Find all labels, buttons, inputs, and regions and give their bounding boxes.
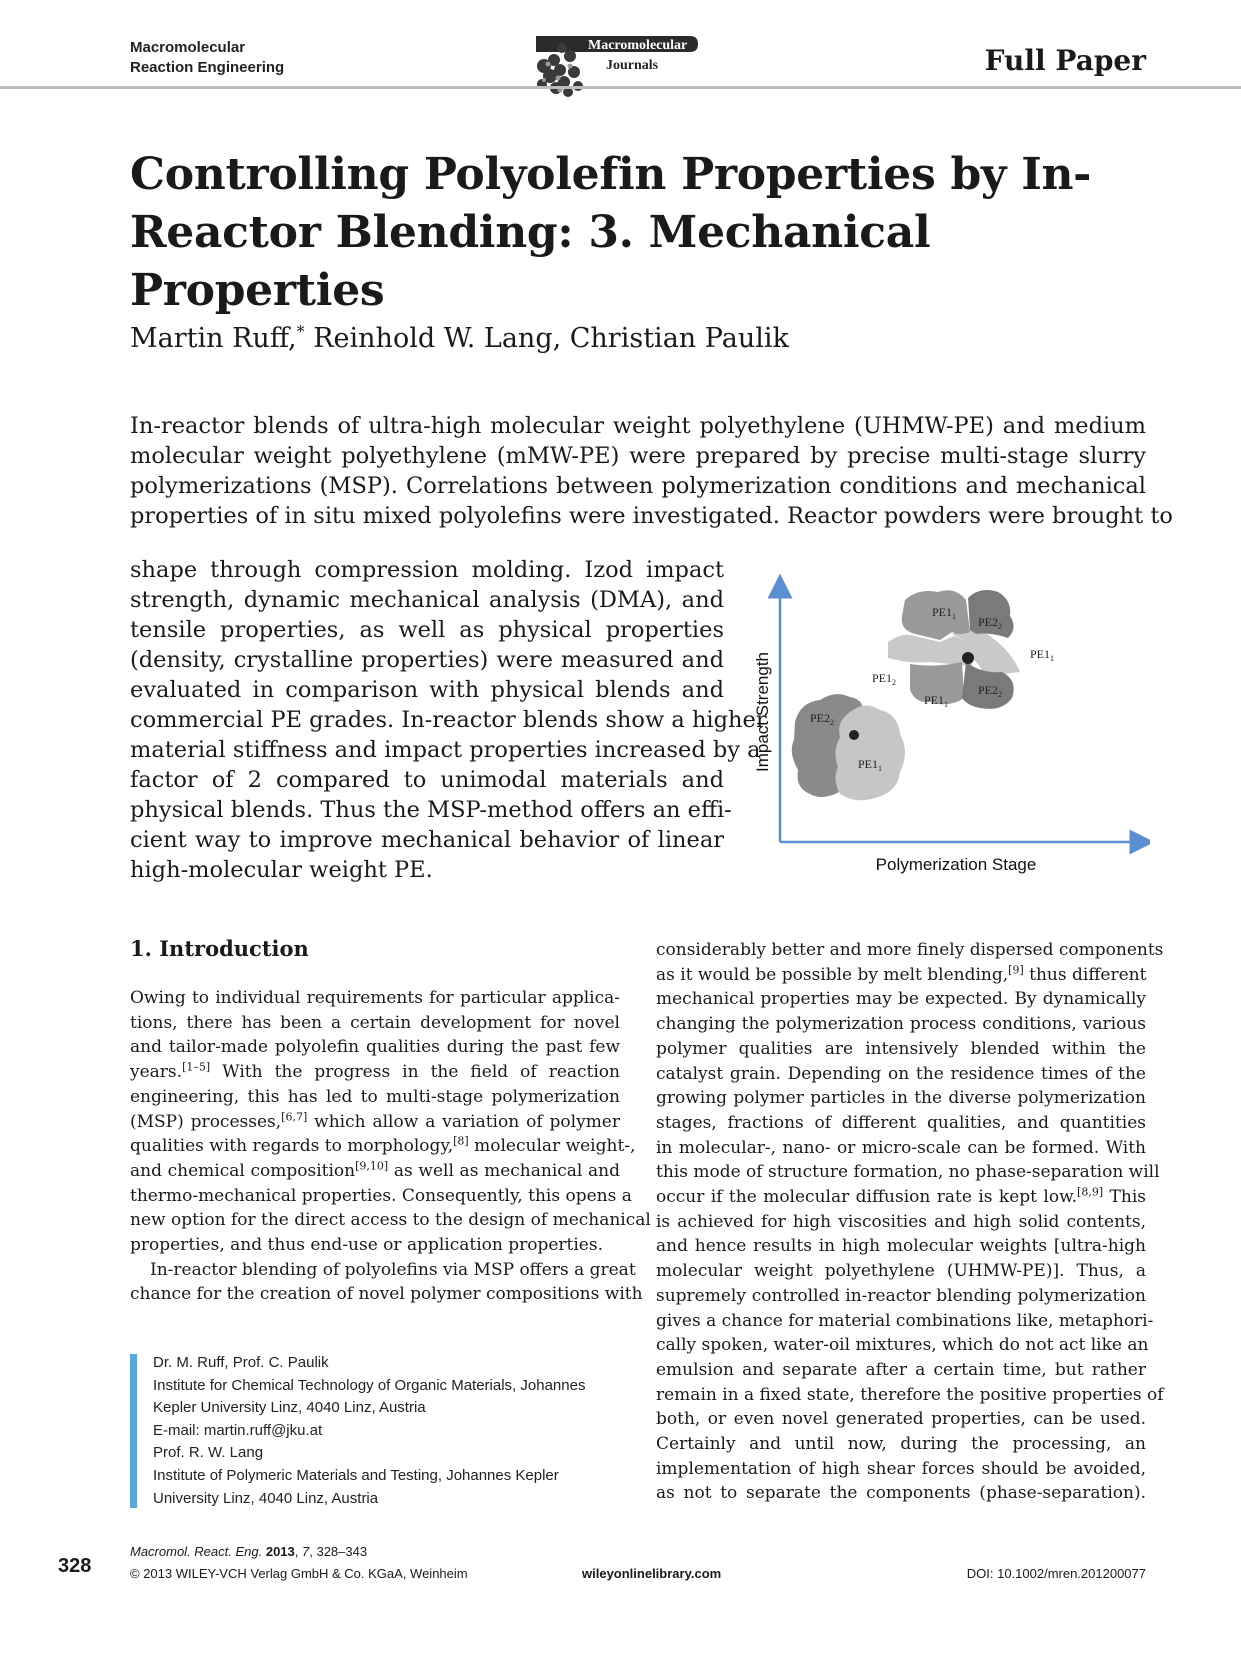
paper-title: Controlling Polyolefin Properties by In-Reactor Blending: 3. Mechanical Properties <box>130 149 1092 316</box>
intro-column-left <box>130 986 651 1307</box>
particle-stage-1 <box>792 694 905 800</box>
abstract-line: tensile properties, as well as physical properties <box>130 617 724 643</box>
citation-year: 2013 <box>265 1544 295 1559</box>
label-pe2: $PE2_2$ <box>978 683 1003 699</box>
body-line: both, or even novel generated properties, can be used. <box>656 1409 1146 1430</box>
body-line: and tailor-made polyolefin qualities during the past few <box>130 1037 620 1058</box>
body-line: is achieved for high viscosities and high solid contents, <box>656 1211 1146 1232</box>
body-line: new option for the direct access to the design of mechanical <box>130 1210 651 1231</box>
label-pe1: $PE1_1$ <box>1030 647 1055 663</box>
x-axis-label: Polymerization Stage <box>875 855 1037 874</box>
page-number: 328 <box>58 1555 92 1577</box>
journal-name-line1: Macromolecular <box>130 39 246 56</box>
affiliations <box>153 1352 585 1510</box>
body-line: growing polymer particles in the diverse polymerization <box>656 1088 1146 1109</box>
affiliation-line: Kepler University Linz, 4040 Linz, Austria <box>153 1399 426 1417</box>
abstract-line: (density, crystalline properties) were measured and <box>130 647 724 673</box>
journal-name <box>130 38 284 78</box>
body-line: catalyst grain. Depending on the residence times of the <box>656 1063 1146 1084</box>
article-type: Full Paper <box>984 44 1146 77</box>
abstract-line: evaluated in comparison with physical blends and <box>130 677 724 703</box>
abstract-line: In-reactor blends of ultra-high molecular weight polyethylene (UHMW-PE) and medium <box>130 413 1146 439</box>
logo-text-macromolecular: Macromolecular <box>588 38 688 53</box>
body-line: implementation of high shear forces should be avoided, <box>656 1458 1146 1479</box>
body-line: Owing to individual requirements for particular applica- <box>130 988 620 1008</box>
header-divider <box>0 86 1241 89</box>
body-line: as it would be possible by melt blending,[9] thus different <box>656 963 1147 985</box>
body-line: thermo-mechanical properties. Consequently, this opens a <box>130 1185 632 1206</box>
abstract-line: polymerizations (MSP). Correlations between polymerization conditions and mechanical <box>130 473 1146 499</box>
label-pe2: $PE2_2$ <box>978 615 1003 631</box>
journal-name-line2: Reaction Engineering <box>130 59 285 76</box>
body-line: gives a chance for material combinations like, metaphori- <box>656 1310 1154 1331</box>
y-axis-label: Impact Strength <box>753 651 772 773</box>
body-line: and chemical composition[9,10] as well as mechanical and <box>130 1159 620 1181</box>
logo-text-journals: Journals <box>606 58 659 73</box>
body-line: considerably better and more finely dispersed components <box>656 940 1164 960</box>
body-line: Certainly and until now, during the processing, an <box>656 1434 1146 1455</box>
body-line: chance for the creation of novel polymer compositions with <box>130 1284 643 1305</box>
body-line: emulsion and separate after a certain time, but rather <box>656 1359 1146 1380</box>
citation-journal: Macromol. React. Eng. <box>130 1544 263 1559</box>
body-line: cally spoken, water-oil mixtures, which do not act like an <box>656 1335 1149 1356</box>
body-line: stages, fractions of different qualities, and quantities <box>656 1112 1146 1133</box>
abstract-line: high-molecular weight PE. <box>130 857 433 883</box>
body-line: mechanical properties may be expected. By dynamically <box>656 989 1146 1010</box>
body-line: and hence results in high molecular weights [ultra-high <box>656 1236 1146 1257</box>
abstract-line: properties of in situ mixed polyolefins were investigated. Reactor powders were brought to <box>130 503 1173 529</box>
label-pe1: $PE1_1$ <box>858 757 883 773</box>
body-line: in molecular-, nano- or micro-scale can be formed. With <box>656 1137 1146 1158</box>
abstract-line: shape through compression molding. Izod impact <box>130 557 724 583</box>
body-line: as not to separate the components (phase-separation). <box>656 1483 1146 1504</box>
abstract-line: factor of 2 compared to unimodal materials and <box>130 767 724 793</box>
body-line: changing the polymerization process conditions, various <box>656 1014 1146 1035</box>
graphical-abstract <box>740 572 1150 890</box>
body-line: properties, and thus end-use or application properties. <box>130 1235 603 1256</box>
body-line: tions, there has been a certain development for novel <box>130 1012 620 1033</box>
body-line: this mode of structure formation, no phase-separation will <box>656 1162 1160 1183</box>
abstract-line: molecular weight polyethylene (mMW-PE) were prepared by precise multi-stage slurry <box>130 443 1146 469</box>
label-pe2: $PE2_2$ <box>810 711 835 727</box>
label-pe1: $PE1_2$ <box>872 671 897 687</box>
website-link[interactable]: wileyonlinelibrary.com <box>582 1566 722 1581</box>
body-line: molecular weight polyethylene (UHMW-PE)]. Thus, a <box>656 1261 1146 1282</box>
affiliation-line: University Linz, 4040 Linz, Austria <box>153 1489 379 1507</box>
author-email[interactable]: E-mail: martin.ruff@jku.at <box>153 1421 323 1439</box>
abstract-line: physical blends. Thus the MSP-method offers an effi- <box>130 797 732 823</box>
macromolecular-journals-logo <box>530 26 720 106</box>
citation <box>130 1544 367 1559</box>
abstract-line: strength, dynamic mechanical analysis (DMA), and <box>130 587 724 613</box>
body-line: In-reactor blending of polyolefins via MSP offers a great <box>150 1259 636 1280</box>
affiliation-line: Institute for Chemical Technology of Organic Materials, Johannes <box>153 1376 586 1394</box>
affiliation-line: Prof. R. W. Lang <box>153 1444 264 1462</box>
body-line: remain in a fixed state, therefore the positive properties of <box>656 1384 1164 1405</box>
label-pe1: $PE1_1$ <box>932 605 957 621</box>
body-line: qualities with regards to morphology,[8] molecular weight-, <box>130 1134 636 1157</box>
body-line: supremely controlled in-reactor blending polymerization <box>656 1285 1146 1306</box>
intro-column-right <box>656 938 1164 1506</box>
body-line: polymer qualities are intensively blended within the <box>656 1038 1146 1059</box>
body-line: years.[1–5] With the progress in the field of reaction <box>130 1060 620 1083</box>
affiliation-line: Dr. M. Ruff, Prof. C. Paulik <box>153 1354 329 1371</box>
body-line: occur if the molecular diffusion rate is kept low.[8,9] This <box>656 1185 1146 1208</box>
label-pe1: $PE1_1$ <box>924 693 949 709</box>
doi[interactable]: DOI: 10.1002/mren.201200077 <box>966 1566 1146 1581</box>
section-heading-introduction: 1. Introduction <box>130 936 309 961</box>
abstract-line: commercial PE grades. In-reactor blends show a higher <box>130 707 767 733</box>
affiliation-accent-bar <box>130 1354 137 1508</box>
copyright: © 2013 WILEY-VCH Verlag GmbH & Co. KGaA, Weinheim <box>130 1566 468 1581</box>
affiliation-line: Institute of Polymeric Materials and Testing, Johannes Kepler <box>153 1466 559 1484</box>
particle-stage-2 <box>872 590 1054 709</box>
body-line: (MSP) processes,[6,7] which allow a variation of polymer <box>130 1109 620 1132</box>
author-list: Martin Ruff,* Reinhold W. Lang, Christian Paulik <box>130 322 789 354</box>
abstract-line: material stiffness and impact properties increased by a <box>130 737 761 763</box>
citation-volume-pages: , 7, 328–343 <box>294 1544 368 1559</box>
abstract-line: cient way to improve mechanical behavior of linear <box>130 827 724 853</box>
body-line: engineering, this has led to multi-stage polymerization <box>130 1086 620 1107</box>
